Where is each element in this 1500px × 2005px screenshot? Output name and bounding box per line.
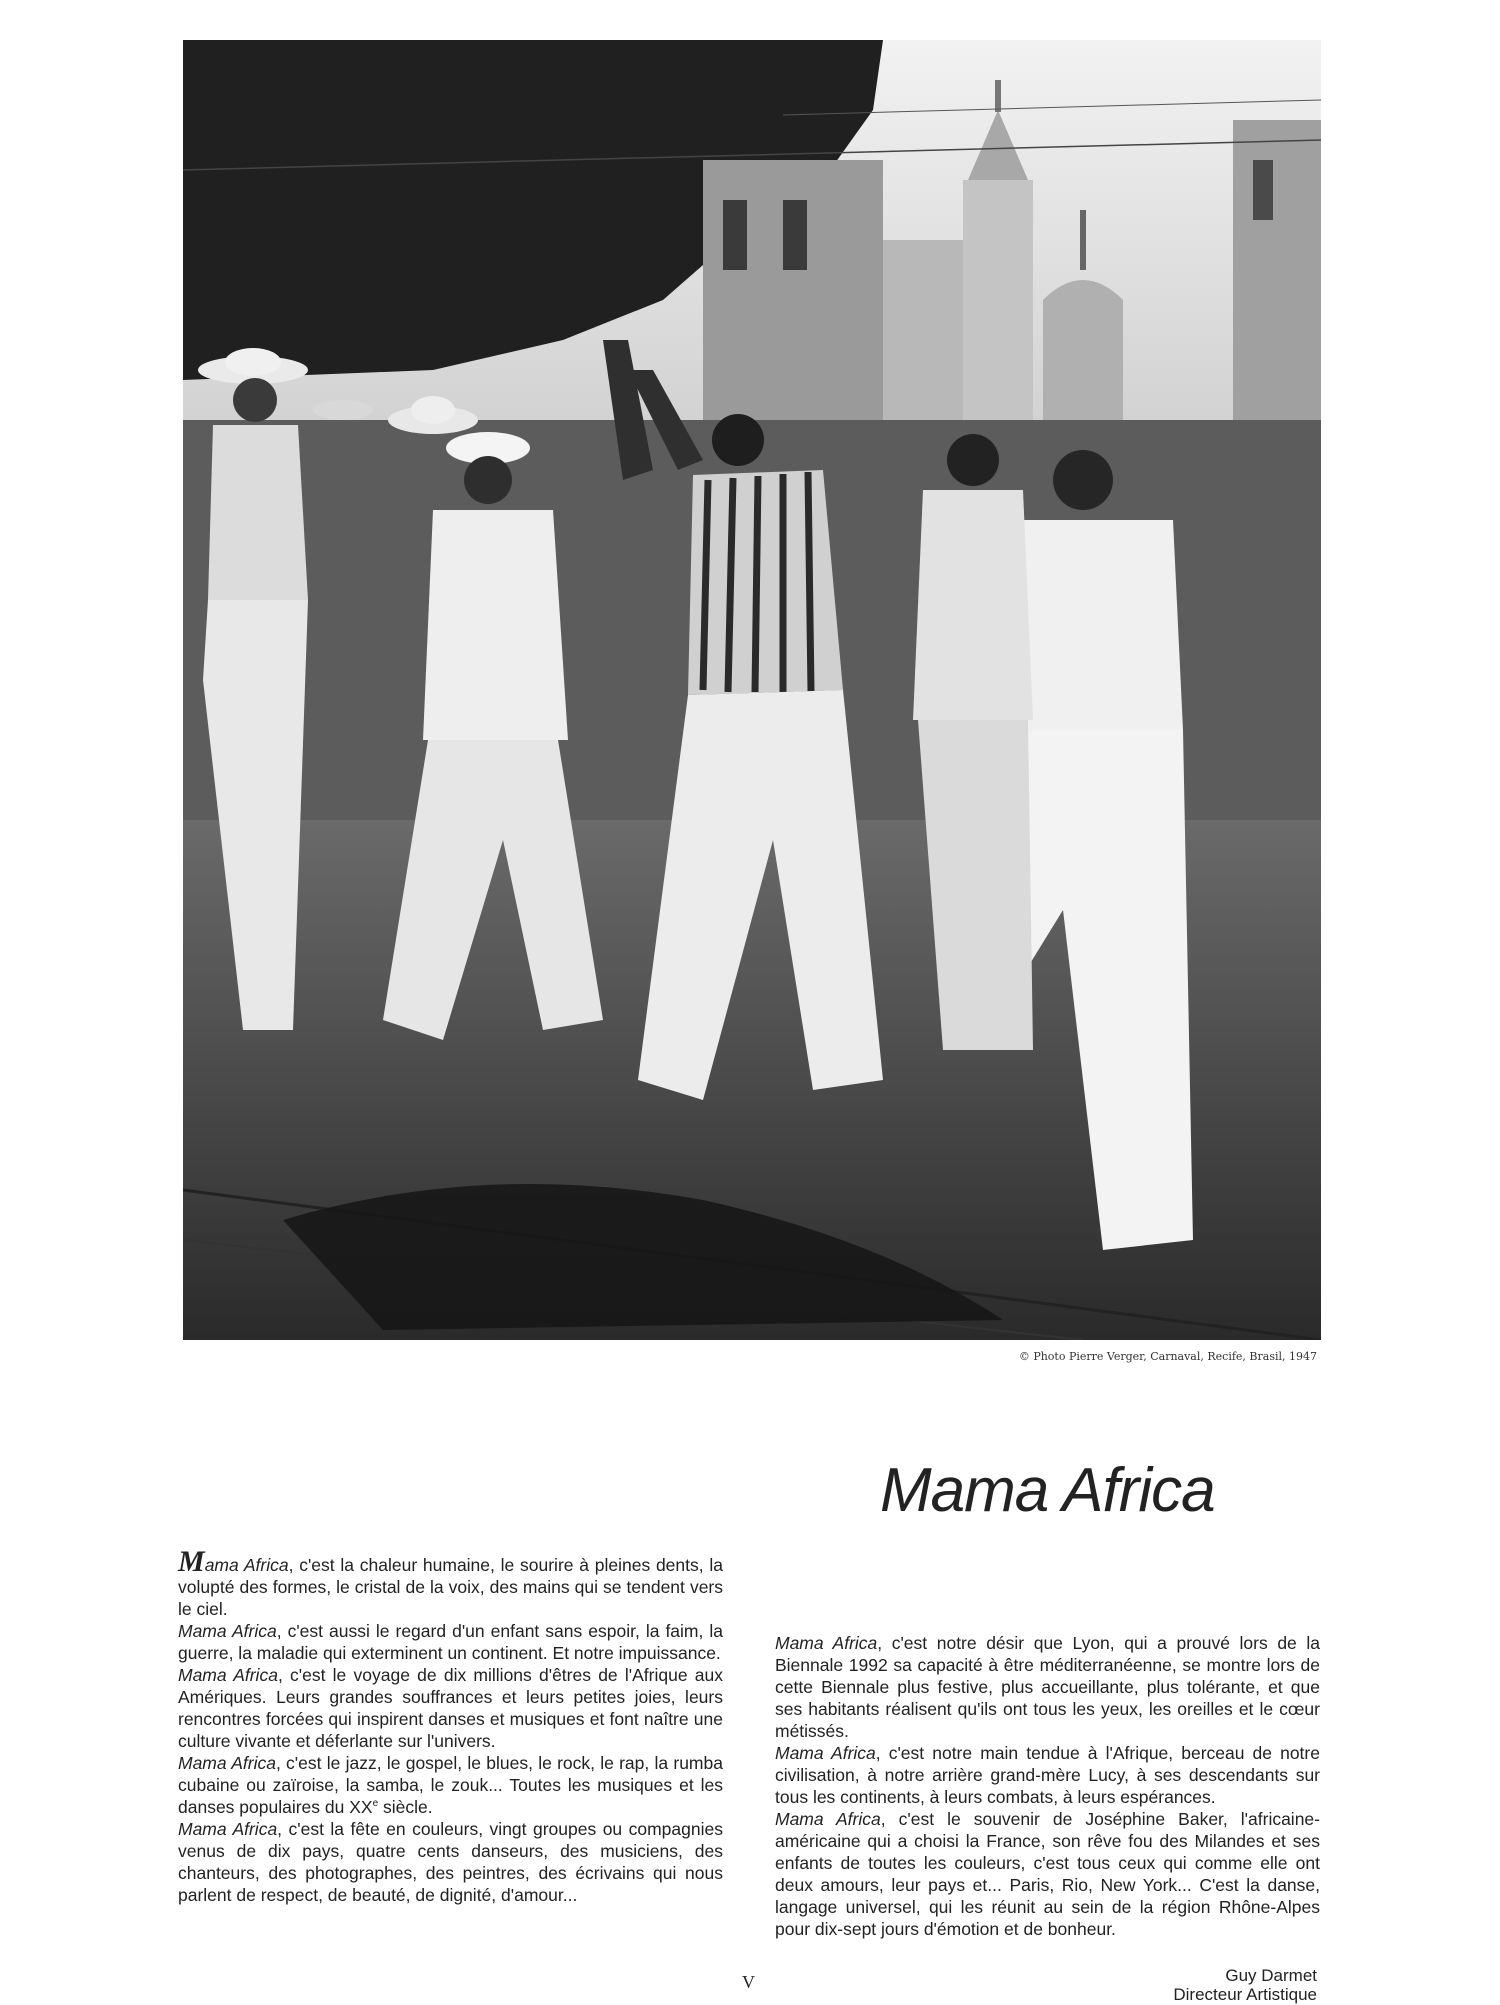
photo-credit: © Photo Pierre Verger, Carnaval, Recife, Brasil, 1947: [1018, 1350, 1317, 1363]
paragraph-text: , c'est le jazz, le gospel, le blues, le rock, le rap, la rumba cubaine ou zaïroise, la samba, le zouk... Toutes les musiques et les danses populaires du XX: [178, 1753, 723, 1817]
paragraph: [178, 1545, 723, 1620]
paragraph-lead: ama Africa: [204, 1555, 289, 1575]
paragraph-lead: Mama Africa: [775, 1809, 881, 1829]
signature-name: Guy Darmet: [1225, 1966, 1317, 1985]
paragraph: [178, 1818, 723, 1906]
paragraph-lead: Mama Africa: [775, 1743, 876, 1763]
signature-role: Directeur Artistique: [1173, 1985, 1317, 2004]
paragraph: [178, 1620, 723, 1664]
right-column: [775, 1632, 1320, 1940]
paragraph: [775, 1808, 1320, 1940]
paragraph-lead: Mama Africa: [178, 1753, 276, 1773]
paragraph-lead: Mama Africa: [178, 1665, 278, 1685]
paragraph: [178, 1664, 723, 1752]
page-number: V: [742, 1972, 755, 1992]
paragraph-text: , c'est aussi le regard d'un enfant sans espoir, la faim, la guerre, la maladie qui exterminent un continent. Et notre impuissance.: [178, 1621, 723, 1663]
paragraph-lead: Mama Africa: [178, 1621, 277, 1641]
paragraph-text: , c'est la chaleur humaine, le sourire à pleines dents, la volupté des formes, le cristal de la voix, des mains qui se tendent vers le ciel.: [178, 1555, 723, 1619]
paragraph-lead: Mama Africa: [775, 1633, 878, 1653]
paragraph: [178, 1752, 723, 1818]
article-title: Mama Africa: [880, 1456, 1215, 1525]
paragraph-text: , c'est notre désir que Lyon, qui a prouvé lors de la Biennale 1992 sa capacité à être méditerranéenne, se montre lors de cette Biennale plus festive, plus accueillante, plus tolérante, et que ses habitants réalisent qu'ils ont tous les yeux, les oreilles et le cœur métissés.: [775, 1633, 1320, 1741]
carnival-photograph: [183, 40, 1321, 1340]
paragraph-tail: siècle.: [378, 1797, 433, 1817]
drop-cap: M: [178, 1545, 205, 1578]
paragraph-text: , c'est notre main tendue à l'Afrique, berceau de notre civilisation, à notre arrière grand-mère Lucy, à ses descendants sur tous les continents, à leurs combats, à leurs espérances.: [775, 1743, 1320, 1807]
paragraph: [775, 1742, 1320, 1808]
superscript: e: [372, 1798, 379, 1810]
paragraph-text: , c'est le voyage de dix millions d'êtres de l'Afrique aux Amériques. Leurs grandes souffrances et leurs petites joies, leurs rencontres forcées qui inspirent danses et musiques et font naître une culture vivante et déferlante sur l'univers.: [178, 1665, 723, 1751]
paragraph-lead: Mama Africa: [178, 1819, 278, 1839]
paragraph-text: , c'est la fête en couleurs, vingt groupes ou compagnies venus de dix pays, quatre cents danseurs, des musiciens, des chanteurs, des photographes, des peintres, des écrivains qui nous parlent de respect, de beauté, de dignité, d'amour...: [178, 1819, 723, 1905]
paragraph-text: , c'est le souvenir de Joséphine Baker, l'africaine-américaine qui a choisi la France, son rêve fou des Milandes et ses enfants de toutes les couleurs, c'est tous ceux qui comme elle ont deux amours, leur pays et... Paris, Rio, New York... C'est la danse, langage universel, qui les réunit au sein de la région Rhône-Alpes pour dix-sept jours d'émotion et de bonheur.: [775, 1809, 1320, 1939]
paragraph: [775, 1632, 1320, 1742]
photo-illustration: [183, 40, 1321, 1340]
left-column: [178, 1545, 723, 1906]
